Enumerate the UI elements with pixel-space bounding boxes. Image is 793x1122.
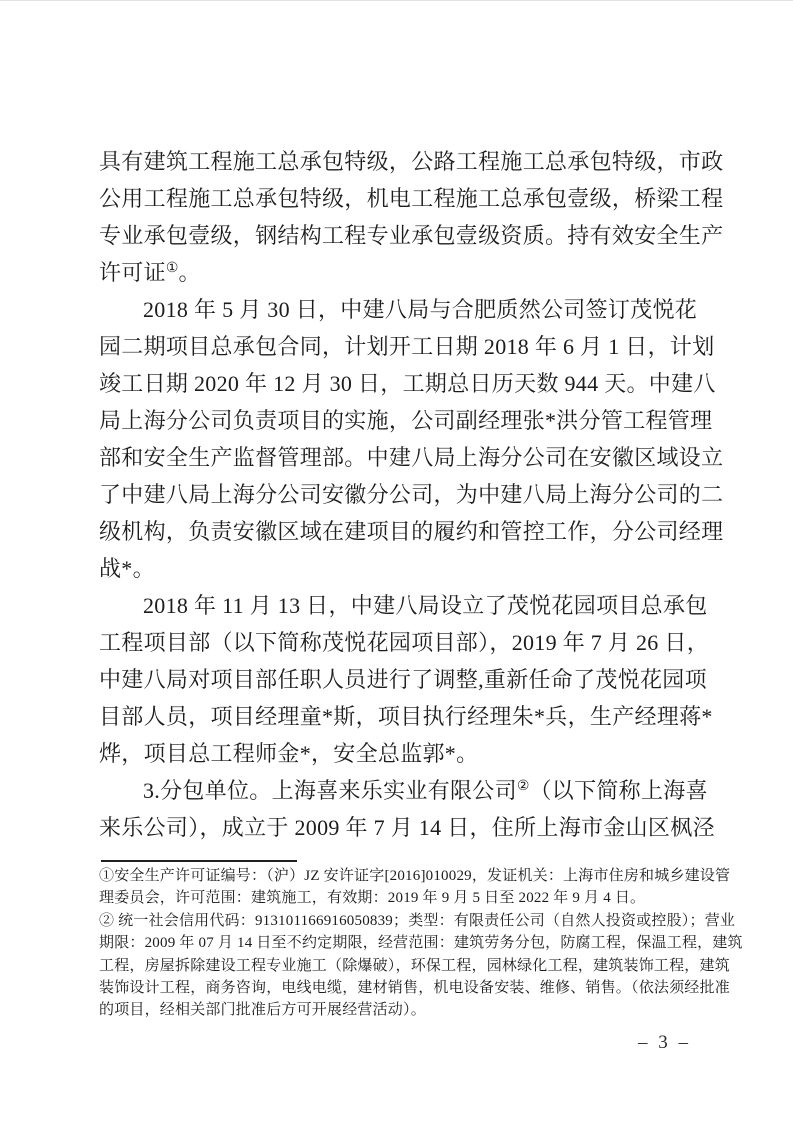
footnote-line: 装饰设计工程，商务咨询，电线电缆，建材销售，机电设备安装、维修、销售。（依法须经批准	[99, 980, 730, 997]
text-line: 专业承包壹级，钢结构工程专业承包壹级资质。持有效安全生产	[99, 223, 724, 248]
footnote-ref-1: ①	[165, 261, 179, 276]
text-line: 来乐公司），成立于 2009 年 7 月 14 日，住所上海市金山区枫泾	[99, 815, 715, 840]
text-line: 2018 年 11 月 13 日，中建八局设立了茂悦花园项目总承包	[143, 593, 708, 618]
footnote-line: 理委员会，许可范围：建筑施工，有效期：2019 年 9 月 5 日至 2022 年 9 月 4 日。	[99, 890, 646, 907]
text-line: 部和安全生产监督管理部。中建八局上海分公司在安徽区域设立	[99, 445, 724, 470]
text-line: 局上海分公司负责项目的实施，公司副经理张*洪分管工程管理	[99, 408, 713, 433]
paragraph-project-dept	[99, 587, 719, 772]
body-text	[99, 143, 724, 846]
text-line: 烨，项目总工程师金*，安全总监郭*。	[99, 741, 479, 766]
text-line: 中建八局对项目部任职人员进行了调整,重新任命了茂悦花园项	[99, 667, 707, 692]
footnote-line: 期限：2009 年 07 月 14 日至不约定期限，经营范围：建筑劳务分包，防腐工程，保温工程，建筑	[99, 935, 743, 952]
footnote-line: 工程，房屋拆除建设工程专业施工（除爆破），环保工程，园林绿化工程，建筑装饰工程，建筑	[99, 957, 730, 974]
text-line: 战*。	[99, 556, 155, 581]
text-line: 工程项目部（以下简称茂悦花园项目部），2019 年 7 月 26 日，	[99, 630, 710, 655]
text-line: 目部人员，项目经理童*斯，项目执行经理朱*兵，生产经理蒋*	[99, 704, 713, 729]
text-line: 园二期项目总承包合同，计划开工日期 2018 年 6 月 1 日，计划	[99, 334, 715, 359]
text-line: 具有建筑工程施工总承包特级，公路工程施工总承包特级，市政	[99, 149, 724, 174]
footnote-line: ② 统一社会信用代码：913101166916050839；类型：有限责任公司（自然人投资或控股）；营业	[99, 912, 736, 929]
text-line	[99, 772, 719, 809]
footnotes	[99, 865, 743, 1022]
footnote-line: ①安全生产许可证编号：（沪）JZ 安许证字[2016]010029，发证机关：上海市住房和城乡建设管	[99, 868, 731, 884]
text-line: 了中建八局上海分公司安徽分公司，为中建八局上海分公司的二	[99, 482, 724, 507]
text-segment: 许可证	[99, 260, 166, 285]
text-line	[99, 254, 719, 291]
paragraph-qualifications	[99, 143, 724, 291]
text-segment: （以下简称上海喜	[529, 778, 708, 803]
paragraph-subcontractor	[99, 772, 719, 846]
text-line: 级机构，负责安徽区域在建项目的履约和管控工作，分公司经理	[99, 519, 724, 544]
paragraph-contract	[99, 291, 724, 587]
footnote-ref-2: ②	[516, 779, 530, 794]
text-segment: 3.分包单位。上海喜来乐实业有限公司	[143, 778, 517, 803]
text-line: 2018 年 5 月 30 日，中建八局与合肥质然公司签订茂悦花	[143, 297, 698, 322]
text-line: 公用工程施工总承包特级，机电工程施工总承包壹级，桥梁工程	[99, 186, 724, 211]
page-number: – 3 –	[638, 1032, 691, 1053]
footnote-line: 的项目，经相关部门批准后方可开展经营活动）。	[99, 1002, 426, 1019]
footnote-separator	[101, 860, 297, 862]
text-segment: 。	[178, 260, 201, 285]
text-line: 竣工日期 2020 年 12 月 30 日，工期总日历天数 944 天。中建八	[99, 371, 716, 396]
